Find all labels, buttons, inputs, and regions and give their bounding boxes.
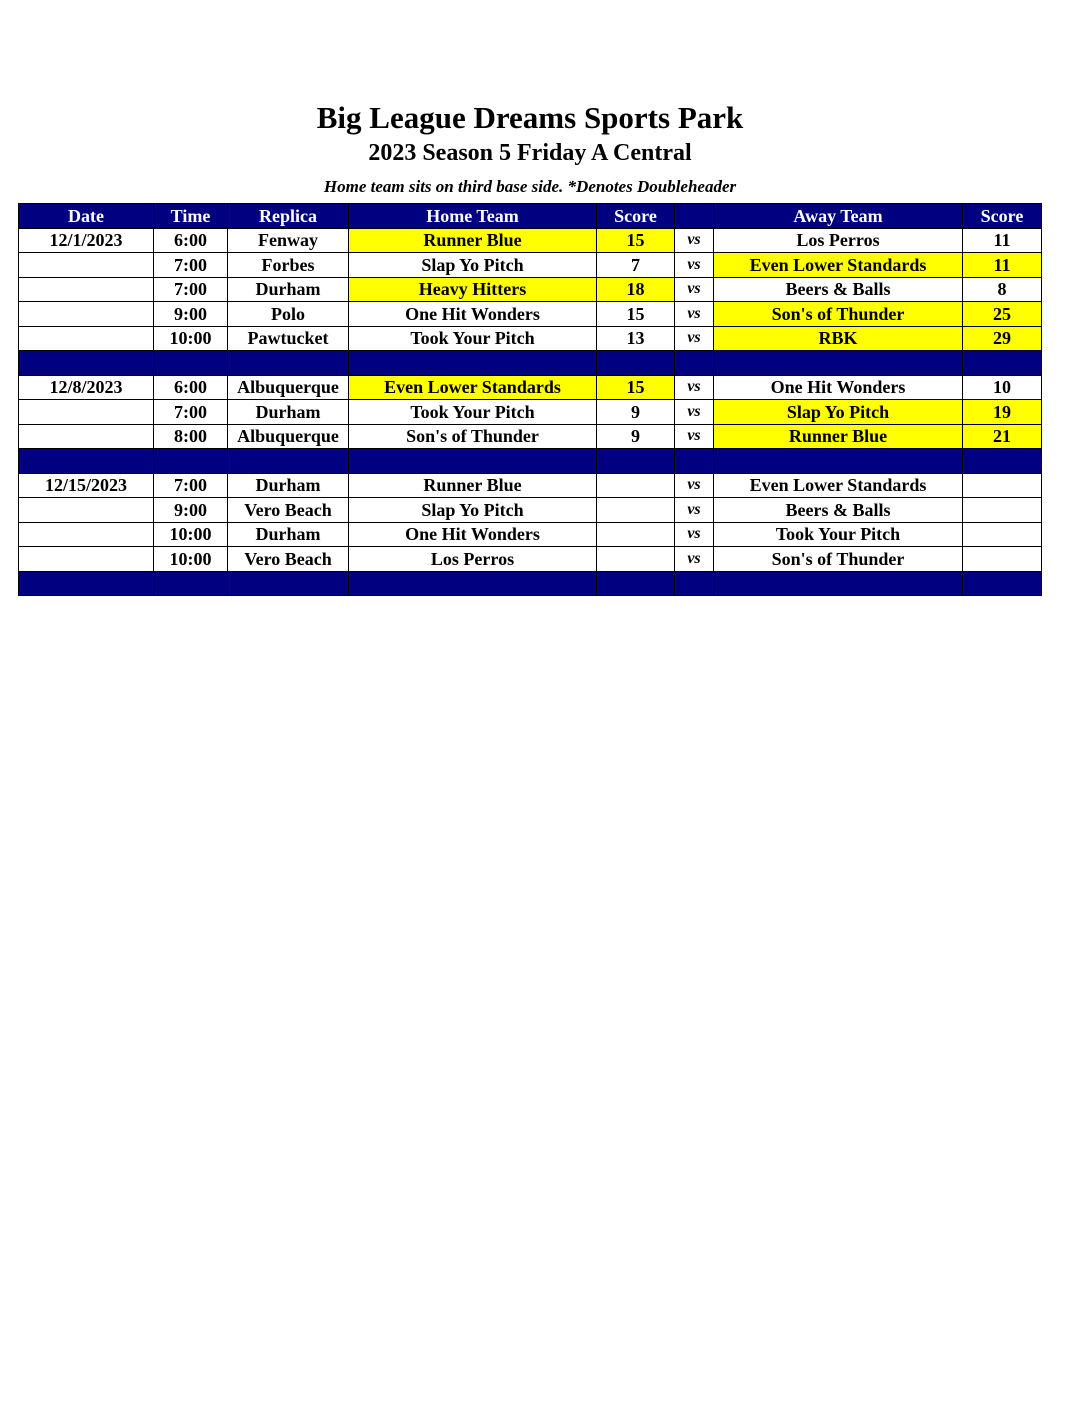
home-score-cell: 7 <box>597 253 675 278</box>
separator-cell <box>228 351 349 376</box>
separator-cell <box>228 571 349 596</box>
home-score-cell <box>597 498 675 523</box>
vs-cell: vs <box>675 522 714 547</box>
home-score-cell <box>597 473 675 498</box>
separator-cell <box>675 449 714 474</box>
home-team-cell: Slap Yo Pitch <box>349 253 597 278</box>
vs-cell: vs <box>675 302 714 327</box>
date-cell <box>19 253 154 278</box>
home-score-cell: 15 <box>597 228 675 253</box>
home-team-cell: Took Your Pitch <box>349 400 597 425</box>
away-score-cell: 19 <box>963 400 1042 425</box>
vs-cell: vs <box>675 375 714 400</box>
date-cell <box>19 498 154 523</box>
replica-cell: Fenway <box>228 228 349 253</box>
away-score-cell: 11 <box>963 253 1042 278</box>
away-score-cell <box>963 547 1042 572</box>
game-row <box>19 302 1042 327</box>
col-header-replica: Replica <box>228 204 349 229</box>
col-header-home-score: Score <box>597 204 675 229</box>
home-team-cell: One Hit Wonders <box>349 522 597 547</box>
separator-cell <box>154 351 228 376</box>
away-team-cell: Son's of Thunder <box>714 547 963 572</box>
home-score-cell: 15 <box>597 375 675 400</box>
col-header-away-score: Score <box>963 204 1042 229</box>
home-score-cell <box>597 522 675 547</box>
date-cell: 12/1/2023 <box>19 228 154 253</box>
home-team-cell: Son's of Thunder <box>349 424 597 449</box>
away-team-cell: Beers & Balls <box>714 277 963 302</box>
home-team-cell: Runner Blue <box>349 473 597 498</box>
game-row <box>19 253 1042 278</box>
separator-cell <box>597 351 675 376</box>
vs-cell: vs <box>675 253 714 278</box>
replica-cell: Polo <box>228 302 349 327</box>
home-team-cell: Los Perros <box>349 547 597 572</box>
separator-cell <box>349 449 597 474</box>
home-score-cell: 18 <box>597 277 675 302</box>
separator-cell <box>714 351 963 376</box>
vs-cell: vs <box>675 424 714 449</box>
separator-cell <box>963 449 1042 474</box>
time-cell: 6:00 <box>154 375 228 400</box>
vs-cell: vs <box>675 326 714 351</box>
separator-cell <box>349 351 597 376</box>
away-score-cell: 21 <box>963 424 1042 449</box>
home-score-cell: 13 <box>597 326 675 351</box>
vs-cell: vs <box>675 277 714 302</box>
home-team-cell: Runner Blue <box>349 228 597 253</box>
col-header-away-team: Away Team <box>714 204 963 229</box>
away-team-cell: RBK <box>714 326 963 351</box>
page-title: Big League Dreams Sports Park <box>316 100 744 135</box>
time-cell: 6:00 <box>154 228 228 253</box>
vs-cell: vs <box>675 547 714 572</box>
separator-cell <box>675 571 714 596</box>
replica-cell: Forbes <box>228 253 349 278</box>
date-cell <box>19 302 154 327</box>
away-score-cell <box>963 473 1042 498</box>
away-score-cell <box>963 498 1042 523</box>
separator-cell <box>675 351 714 376</box>
separator-cell <box>597 571 675 596</box>
time-cell: 10:00 <box>154 522 228 547</box>
away-team-cell: Los Perros <box>714 228 963 253</box>
time-cell: 9:00 <box>154 498 228 523</box>
away-team-cell: One Hit Wonders <box>714 375 963 400</box>
replica-cell: Durham <box>228 277 349 302</box>
week-separator-row <box>19 351 1042 376</box>
separator-cell <box>963 351 1042 376</box>
away-team-cell: Son's of Thunder <box>714 302 963 327</box>
time-cell: 7:00 <box>154 253 228 278</box>
game-row <box>19 424 1042 449</box>
time-cell: 7:00 <box>154 400 228 425</box>
home-team-cell: One Hit Wonders <box>349 302 597 327</box>
separator-cell <box>963 571 1042 596</box>
col-header-date: Date <box>19 204 154 229</box>
replica-cell: Durham <box>228 400 349 425</box>
away-score-cell: 11 <box>963 228 1042 253</box>
replica-cell: Vero Beach <box>228 547 349 572</box>
game-row <box>19 400 1042 425</box>
game-row <box>19 326 1042 351</box>
replica-cell: Durham <box>228 522 349 547</box>
away-score-cell: 29 <box>963 326 1042 351</box>
away-team-cell: Slap Yo Pitch <box>714 400 963 425</box>
separator-cell <box>154 449 228 474</box>
home-score-cell: 9 <box>597 424 675 449</box>
date-cell <box>19 400 154 425</box>
time-cell: 7:00 <box>154 277 228 302</box>
date-cell <box>19 522 154 547</box>
away-score-cell: 8 <box>963 277 1042 302</box>
home-score-cell: 15 <box>597 302 675 327</box>
away-score-cell: 10 <box>963 375 1042 400</box>
replica-cell: Durham <box>228 473 349 498</box>
game-row <box>19 228 1042 253</box>
home-team-cell: Took Your Pitch <box>349 326 597 351</box>
separator-cell <box>19 351 154 376</box>
col-header-home-team: Home Team <box>349 204 597 229</box>
vs-cell: vs <box>675 400 714 425</box>
date-cell: 12/15/2023 <box>19 473 154 498</box>
home-score-cell: 9 <box>597 400 675 425</box>
schedule-note: Home team sits on third base side. *Denotes Doubleheader <box>323 177 737 196</box>
separator-cell <box>349 571 597 596</box>
replica-cell: Vero Beach <box>228 498 349 523</box>
time-cell: 9:00 <box>154 302 228 327</box>
replica-cell: Albuquerque <box>228 375 349 400</box>
replica-cell: Pawtucket <box>228 326 349 351</box>
time-cell: 10:00 <box>154 326 228 351</box>
page-subtitle: 2023 Season 5 Friday A Central <box>368 140 692 166</box>
away-score-cell <box>963 522 1042 547</box>
game-row <box>19 375 1042 400</box>
away-team-cell: Took Your Pitch <box>714 522 963 547</box>
home-team-cell: Heavy Hitters <box>349 277 597 302</box>
game-row <box>19 498 1042 523</box>
separator-cell <box>228 449 349 474</box>
home-score-cell <box>597 547 675 572</box>
date-cell <box>19 277 154 302</box>
separator-cell <box>597 449 675 474</box>
vs-cell: vs <box>675 498 714 523</box>
date-cell: 12/8/2023 <box>19 375 154 400</box>
week-separator-row <box>19 449 1042 474</box>
game-row <box>19 473 1042 498</box>
date-cell <box>19 326 154 351</box>
week-separator-row <box>19 571 1042 596</box>
home-team-cell: Even Lower Standards <box>349 375 597 400</box>
separator-cell <box>154 571 228 596</box>
date-cell <box>19 424 154 449</box>
time-cell: 8:00 <box>154 424 228 449</box>
col-header-time: Time <box>154 204 228 229</box>
schedule-table <box>18 203 1042 596</box>
date-cell <box>19 547 154 572</box>
time-cell: 10:00 <box>154 547 228 572</box>
away-team-cell: Even Lower Standards <box>714 473 963 498</box>
vs-cell: vs <box>675 473 714 498</box>
away-team-cell: Beers & Balls <box>714 498 963 523</box>
away-team-cell: Runner Blue <box>714 424 963 449</box>
vs-cell: vs <box>675 228 714 253</box>
game-row <box>19 277 1042 302</box>
time-cell: 7:00 <box>154 473 228 498</box>
separator-cell <box>19 571 154 596</box>
col-header-vs <box>675 204 714 229</box>
away-score-cell: 25 <box>963 302 1042 327</box>
header-row <box>19 204 1042 229</box>
away-team-cell: Even Lower Standards <box>714 253 963 278</box>
separator-cell <box>714 449 963 474</box>
home-team-cell: Slap Yo Pitch <box>349 498 597 523</box>
game-row <box>19 522 1042 547</box>
separator-cell <box>714 571 963 596</box>
separator-cell <box>19 449 154 474</box>
game-row <box>19 547 1042 572</box>
schedule-body <box>19 228 1042 596</box>
replica-cell: Albuquerque <box>228 424 349 449</box>
